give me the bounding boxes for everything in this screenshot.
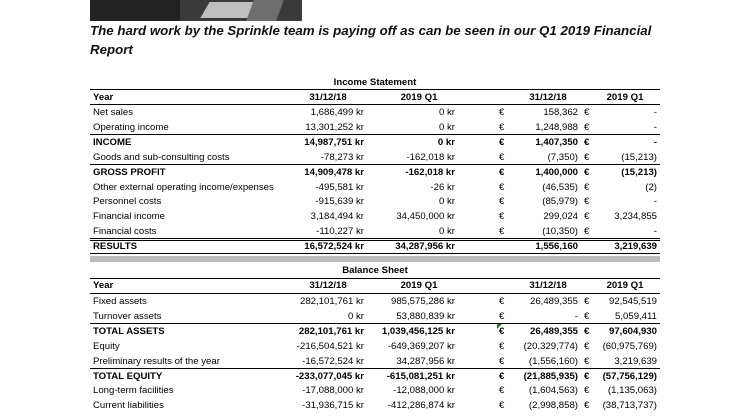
cell-label: Net sales: [93, 107, 133, 118]
cell-cur2: €: [584, 340, 590, 352]
cell-c4: (57,756,129): [602, 370, 657, 382]
cell-c4: 3,219,639: [614, 241, 657, 253]
cell-c4: 97,604,930: [608, 325, 657, 337]
cell-cur1: €: [499, 310, 505, 322]
table-row: [90, 354, 660, 369]
table-row: [90, 135, 660, 150]
cell-c3: (20,329,774): [523, 340, 578, 352]
cell-cur1: €: [499, 296, 505, 307]
table-row: [90, 309, 660, 324]
cell-c2: 0 kr: [439, 121, 455, 133]
table-row: [90, 165, 660, 180]
table-row: [90, 224, 660, 239]
cell-cur2: €: [584, 196, 590, 208]
header-label: Year: [93, 92, 114, 103]
cell-c2: 0 kr: [439, 226, 455, 238]
cell-label: INCOME: [93, 136, 132, 148]
cell-label: Financial income: [93, 211, 165, 223]
cell-label: Current liabilities: [93, 400, 164, 412]
cell-cur2: €: [584, 211, 590, 223]
cell-cur2: €: [584, 136, 590, 148]
cell-label: Goods and sub-consulting costs: [93, 151, 230, 163]
table-row: [90, 398, 660, 413]
cell-label: Long-term facilities: [93, 385, 174, 397]
cell-c2: -615,081,251 kr: [386, 370, 455, 382]
table-row: [90, 383, 660, 398]
cell-c3: -: [574, 310, 578, 322]
cell-c4: -: [653, 226, 657, 238]
cell-cur2: €: [584, 296, 590, 307]
cell-c4: (15,213): [621, 166, 657, 178]
cell-c1: 14,987,751 kr: [304, 136, 364, 148]
cell-cur2: €: [584, 325, 590, 337]
cell-cur1: €: [499, 196, 505, 208]
cell-c2: -412,286,874 kr: [387, 400, 455, 412]
cell-c2: -162,018 kr: [406, 151, 455, 163]
table-row: [90, 209, 660, 224]
cell-label: Operating income: [93, 121, 169, 133]
table-row: [90, 239, 660, 254]
cell-c4: (38,713,737): [602, 400, 657, 412]
table-row: [90, 294, 660, 309]
cell-c3: (7,350): [547, 151, 578, 163]
cell-label: TOTAL ASSETS: [93, 325, 165, 337]
cell-cur2: €: [584, 166, 590, 178]
cell-cur1: €: [499, 370, 505, 382]
cell-cur2: €: [584, 121, 590, 133]
cell-c4: (60,975,769): [602, 340, 657, 352]
header-col3: 31/12/18: [529, 92, 567, 103]
cell-c3: 1,248,988: [535, 121, 578, 133]
cell-c2: 34,287,956 kr: [395, 241, 455, 253]
cell-c4: 92,545,519: [608, 296, 657, 307]
cell-c2: -649,369,207 kr: [387, 340, 455, 352]
cell-cur2: €: [584, 355, 590, 367]
header-col2: 2019 Q1: [400, 92, 438, 103]
table-row: [90, 120, 660, 135]
cell-c1: -17,088,000 kr: [302, 385, 364, 397]
table-row: [90, 324, 660, 339]
cell-cur1: €: [499, 400, 505, 412]
cell-cur1: €: [499, 355, 505, 367]
table-row: [90, 369, 660, 384]
header-col2: 2019 Q1: [400, 280, 438, 291]
income-statement-title: Income Statement: [333, 77, 417, 88]
cell-c1: -233,077,045 kr: [295, 370, 364, 382]
header-col4: 2019 Q1: [606, 280, 644, 291]
cell-c4: -: [653, 136, 657, 148]
cell-c1: 14,909,478 kr: [304, 166, 364, 178]
cell-label: TOTAL EQUITY: [93, 370, 163, 382]
balance-header-row: [90, 278, 660, 293]
report-caption: The hard work by the Sprinkle team is paying off as can be seen in our Q1 2019 Financial Report: [90, 23, 652, 57]
cell-label: RESULTS: [93, 241, 138, 253]
cell-c1: 282,101,761 kr: [299, 296, 364, 307]
cell-cur1: €: [499, 340, 505, 352]
cell-c1: 13,301,252 kr: [305, 121, 364, 133]
cell-label: Turnover assets: [93, 310, 162, 322]
section-divider: [90, 256, 660, 262]
table-row: [90, 194, 660, 209]
cell-c1: -110,227 kr: [316, 226, 364, 238]
header-col1: 31/12/18: [309, 92, 347, 103]
cell-c3: 26,489,355: [529, 325, 578, 337]
cell-c1: -915,639 kr: [315, 196, 364, 208]
cell-cur1: €: [499, 385, 505, 397]
cell-c3: (21,885,935): [523, 370, 578, 382]
table-row: [90, 339, 660, 354]
cell-c3: (46,535): [542, 181, 578, 193]
cell-cur1: €: [499, 181, 505, 193]
cell-c4: (1,135,063): [607, 385, 657, 397]
cell-cur2: €: [584, 400, 590, 412]
cell-c4: 3,219,639: [614, 355, 657, 367]
cell-c1: 1,686,499 kr: [310, 107, 364, 118]
cell-label: Equity: [93, 340, 120, 352]
balance-sheet-title: Balance Sheet: [342, 265, 408, 276]
cell-c2: 0 kr: [439, 196, 455, 208]
cell-c1: 3,184,494 kr: [310, 211, 364, 223]
cell-c3: (1,556,160): [528, 355, 578, 367]
cell-cur1: €: [499, 107, 505, 118]
cell-c4: 3,234,855: [614, 211, 657, 223]
cell-c3: 158,362: [543, 107, 578, 118]
header-col4: 2019 Q1: [606, 92, 644, 103]
cell-cur1: €: [499, 211, 505, 223]
cell-c2: -26 kr: [430, 181, 455, 193]
cell-cur2: €: [584, 151, 590, 163]
cell-c1: -216,504,521 kr: [296, 340, 364, 352]
cell-c3: (10,350): [542, 226, 578, 238]
cell-c2: 0 kr: [437, 136, 455, 148]
table-row: [90, 150, 660, 165]
header-photo: [90, 0, 302, 21]
cell-c1: -495,581 kr: [315, 181, 364, 193]
cell-cur1: €: [499, 136, 505, 148]
cell-cur1: €: [499, 121, 505, 133]
cell-c2: 0 kr: [439, 107, 455, 118]
cell-c2: 53,880,839 kr: [396, 310, 455, 322]
cell-cur2: €: [584, 385, 590, 397]
cell-cur2: €: [584, 107, 590, 118]
cell-cur2: €: [584, 310, 590, 322]
cell-label: Fixed assets: [93, 296, 147, 307]
cell-c2: 34,450,000 kr: [396, 211, 455, 223]
cell-c2: 34,287,956 kr: [396, 355, 455, 367]
income-header-row: [90, 90, 660, 105]
cell-c3: 1,556,160: [535, 241, 578, 253]
header-col1: 31/12/18: [309, 280, 347, 291]
cell-c1: -16,572,524 kr: [302, 355, 364, 367]
cell-label: Preliminary results of the year: [93, 355, 220, 367]
cell-c3: 1,407,350: [535, 136, 578, 148]
header-label: Year: [93, 280, 114, 291]
cell-cur1: €: [499, 151, 505, 163]
cell-label: GROSS PROFIT: [93, 166, 166, 178]
cell-c4: (15,213): [621, 151, 657, 163]
cell-c2: -12,088,000 kr: [393, 385, 455, 397]
header-col3: 31/12/18: [529, 280, 567, 291]
cell-cur2: €: [584, 226, 590, 238]
table-row: [90, 180, 660, 195]
cell-c4: -: [653, 121, 657, 133]
cell-c2: -162,018 kr: [405, 166, 455, 178]
cell-cur1: €: [499, 166, 505, 178]
cell-label: Financial costs: [93, 226, 157, 238]
cell-c4: -: [653, 196, 657, 208]
cell-c1: 282,101,761 kr: [298, 325, 364, 337]
cell-label: Personnel costs: [93, 196, 162, 208]
cell-c3: (1,604,563): [528, 385, 578, 397]
cell-cur2: €: [584, 370, 590, 382]
cell-c2: 985,575,286 kr: [390, 296, 455, 307]
cell-c3: 1,400,000: [535, 166, 578, 178]
table-row: [90, 105, 660, 120]
cell-c1: 16,572,524 kr: [304, 241, 364, 253]
cell-c3: (2,998,858): [528, 400, 578, 412]
cell-c1: -31,936,715 kr: [302, 400, 364, 412]
cell-c4: 5,059,411: [615, 310, 657, 322]
cell-cur1: €: [499, 226, 505, 238]
cell-c4: (2): [645, 181, 657, 193]
cell-c3: 299,024: [543, 211, 578, 223]
cell-c3: (85,979): [542, 196, 578, 208]
cell-c1: 0 kr: [348, 310, 364, 322]
cell-c3: 26,489,355: [529, 296, 578, 307]
cell-cur1: €: [499, 325, 505, 337]
cell-c2: 1,039,456,125 kr: [381, 325, 455, 337]
cell-c4: -: [653, 107, 657, 118]
cell-cur2: €: [584, 181, 590, 193]
cell-c1: -78,273 kr: [320, 151, 364, 163]
cell-label: Other external operating income/expenses: [93, 181, 274, 193]
error-indicator-icon: [497, 324, 502, 329]
